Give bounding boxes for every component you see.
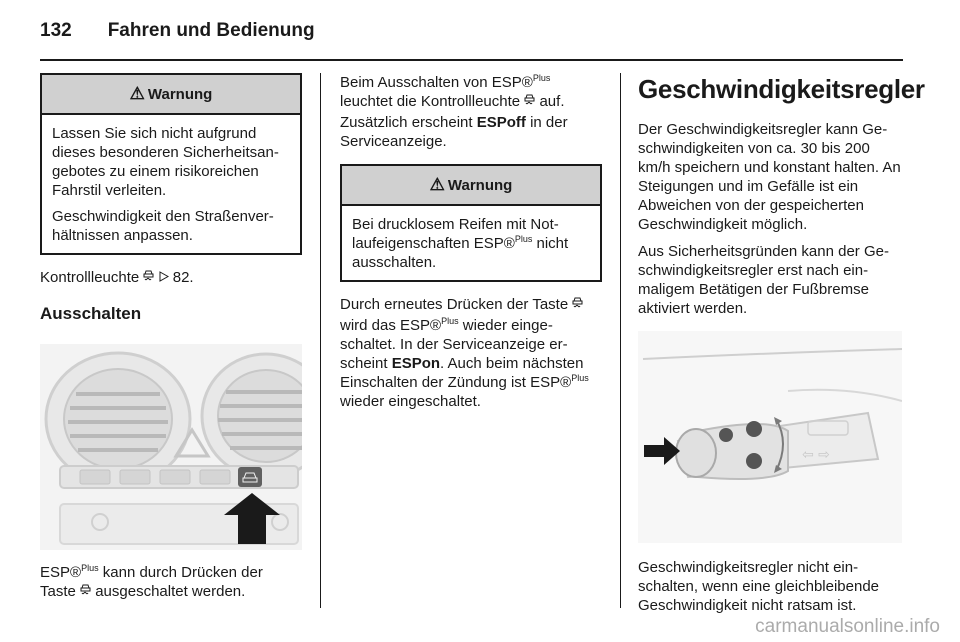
page-header — [40, 16, 315, 46]
chapter-title: Fahren und Bedienung — [107, 20, 315, 41]
svg-text:⇦ ⇨: ⇦ ⇨ — [802, 447, 830, 463]
warning-triangle-icon: ⚠ — [429, 175, 445, 194]
esp-on-paragraph — [340, 295, 602, 411]
cruise-control-lever-illustration — [638, 331, 902, 543]
text-part: wieder eingeschaltet. In der Serviceanzeige erscheint — [340, 317, 568, 372]
text-part: . Auch beim nächsten Einschalten der Zündung ist ESP® — [340, 355, 584, 391]
text-part: Beim Ausschalten von ESP® — [340, 74, 533, 91]
section-heading: Geschwindigkeitsregler — [638, 74, 925, 104]
column-3 — [638, 73, 925, 615]
section-subheading: Ausschalten — [40, 304, 142, 323]
dashboard-esp-button-illustration — [40, 344, 302, 550]
column-divider-1 — [320, 73, 321, 608]
text-part: Durch erneutes Drücken der Taste — [340, 296, 573, 313]
esp-car-skid-icon — [143, 269, 154, 289]
warning-body — [342, 206, 600, 280]
warning-body — [42, 115, 300, 253]
warning-header — [342, 166, 600, 206]
esp-off-display-text: ESPoff — [476, 114, 526, 131]
text-part: nicht ausschalten. — [352, 235, 569, 271]
warning-title: Warnung — [447, 176, 513, 194]
caption-part: ESP® — [40, 564, 82, 581]
esp-on-display-text: ESPon — [391, 355, 441, 372]
text-superscript: Plus — [514, 234, 533, 244]
column-2 — [340, 73, 602, 411]
warning-box-2 — [340, 164, 602, 282]
text-superscript: Plus — [571, 373, 589, 383]
text-part: in der Serviceanzeige. — [340, 114, 568, 150]
indicator-label: Kontrollleuchte — [40, 269, 140, 286]
body-paragraph: Aus Sicherheitsgründen kann der Geschwindigkeitsregler erst nach einmaligem Betätigen der Fußbremse aktiviert werden. — [638, 243, 889, 317]
text-part: leuchtet die Kontrollleuchte — [340, 93, 525, 110]
caption-part: kann durch Drücken der Taste — [40, 564, 263, 600]
text-part: wieder eingeschaltet. — [340, 393, 481, 410]
cruise-control-caption: Geschwindigkeitsregler nicht einschalten, wenn eine gleichbleibende Geschwindigkeit nicht ratsam ist. — [638, 559, 880, 614]
esp-car-skid-icon — [572, 296, 583, 316]
body-paragraph: Der Geschwindigkeitsregler kann Geschwindigkeiten von ca. 30 bis 200 km/h speichern und konstant halten. An Steigungen und im Gefälle ist ein Abweichen von der gespeicherten Geschwindigkeit möglich. — [638, 121, 901, 233]
column-1 — [40, 73, 302, 603]
warning-paragraph: Lassen Sie sich nicht aufgrund dieses besonderen Sicherheitsangebotes zu einem risikoreichen Fahrstil verleiten. — [52, 125, 279, 199]
warning-header — [42, 75, 300, 115]
text-superscript: Plus — [441, 316, 459, 326]
text-part: wird das ESP® — [340, 317, 442, 334]
illustration-caption — [40, 563, 302, 603]
column-divider-2 — [620, 73, 621, 608]
esp-car-skid-icon — [524, 93, 535, 113]
esp-off-paragraph — [340, 73, 602, 151]
esp-car-skid-icon — [80, 583, 91, 603]
warning-box-1 — [40, 73, 302, 255]
page-reference-arrow-icon — [159, 270, 169, 289]
warning-triangle-icon: ⚠ — [129, 84, 145, 103]
warning-title: Warnung — [147, 85, 213, 103]
watermark: carmanualsonline.info — [755, 616, 940, 637]
text-part: auf. Zusätzlich erscheint — [340, 93, 565, 131]
warning-paragraph — [352, 215, 590, 272]
text-part: Bei drucklosem Reifen mit Notlaufeigenschaften ESP® — [352, 216, 559, 252]
warning-paragraph: Geschwindigkeit den Straßenverhältnissen anpassen. — [52, 208, 274, 244]
indicator-page-ref: 82. — [172, 269, 194, 286]
page-number: 132 — [40, 20, 72, 41]
header-rule — [40, 59, 903, 61]
indicator-reference — [40, 268, 302, 289]
caption-superscript: Plus — [81, 563, 99, 573]
text-superscript: Plus — [532, 73, 551, 83]
caption-part: ausgeschaltet werden. — [91, 583, 246, 600]
